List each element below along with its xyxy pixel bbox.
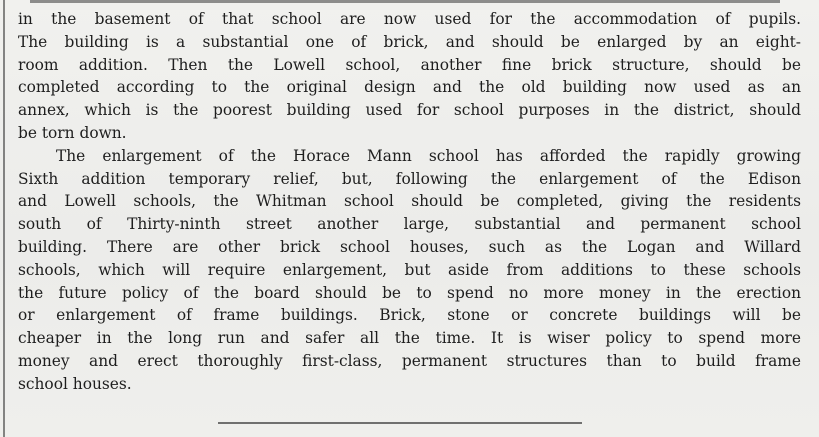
top-column-rule bbox=[30, 0, 780, 3]
text-line: completed according to the original design and the old building now used as an bbox=[18, 78, 801, 97]
text-line: or enlargement of frame buildings. Brick, stone or concrete buildings will be bbox=[18, 306, 801, 325]
left-column-rule bbox=[3, 0, 5, 437]
text-line: in the basement of that school are now used for the accommodation of pupils. bbox=[18, 10, 801, 28]
text-line: The building is a substantial one of brick, and should be enlarged by an eight- bbox=[18, 32, 801, 51]
text-line: The enlargement of the Horace Mann school has afforded the rapidly growing bbox=[56, 146, 801, 165]
end-of-article-rule bbox=[218, 422, 582, 424]
text-line: room addition. Then the Lowell school, another fine brick structure, should be bbox=[18, 55, 801, 74]
text-line: schools, which will require enlargement, but aside from additions to these schools bbox=[18, 260, 801, 279]
text-line: the future policy of the board should be to spend no more money in the erection bbox=[18, 283, 801, 302]
text-line: school houses. bbox=[18, 374, 132, 393]
text-line: money and erect thoroughly first-class, permanent structures than to build frame bbox=[18, 351, 801, 370]
text-line: and Lowell schools, the Whitman school should be completed, giving the residents bbox=[18, 192, 801, 211]
text-line: annex, which is the poorest building used for school purposes in the district, should bbox=[18, 101, 801, 120]
text-line: south of Thirty-ninth street another large, substantial and permanent school bbox=[18, 215, 801, 234]
paragraph-2 bbox=[18, 145, 801, 396]
article-body bbox=[18, 8, 801, 396]
text-line: building. There are other brick school houses, such as the Logan and Willard bbox=[18, 237, 801, 256]
text-line: be torn down. bbox=[18, 123, 127, 142]
text-line: cheaper in the long run and safer all the time. It is wiser policy to spend more bbox=[18, 329, 801, 348]
paragraph-1 bbox=[18, 8, 801, 145]
text-line: Sixth addition temporary relief, but, following the enlargement of the Edison bbox=[18, 169, 801, 188]
